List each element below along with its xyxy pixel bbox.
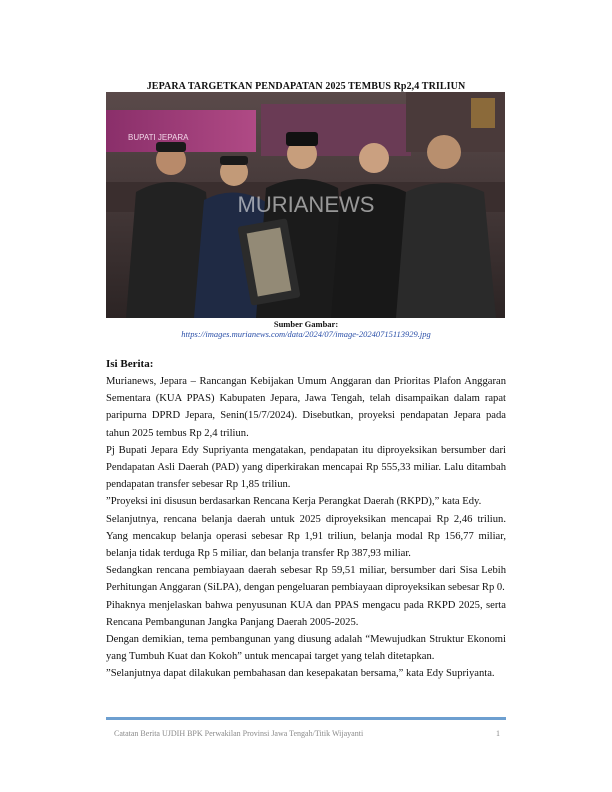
paragraph: ”Selanjutnya dapat dilakukan pembahasan dan kesepakatan bersama,” kata Edy Supriyanta. [106, 668, 495, 680]
backdrop-text: BUPATI JEPARA [128, 133, 189, 142]
paragraph: Sedangkan rencana pembiayaan daerah sebesar Rp 59,51 miliar, bersumber dari Sisa Lebih Perhitungan Anggaran (SiLPA), dengan pengeluaran pembiayaan diproyeksikan sebesar Rp 0. [106, 565, 506, 594]
article-body [106, 373, 506, 683]
paragraph: Dengan demikian, tema pembangunan yang diusung adalah “Mewujudkan Struktur Ekonomi yang Tumbuh Kuat dan Kokoh” untuk mencapai target yang telah ditetapkan. [106, 634, 506, 663]
section-heading: Isi Berita: [106, 358, 154, 370]
image-caption-label: Sumber Gambar: [273, 319, 339, 329]
footer-text: Catatan Berita UJDIH BPK Perwakilan Provinsi Jawa Tengah/Titik Wijayanti [114, 729, 364, 738]
news-photo [106, 92, 505, 318]
footer-divider [106, 717, 506, 720]
paragraph: Pj Bupati Jepara Edy Supriyanta mengatakan, pendapatan itu diproyeksikan bersumber dari Pendapatan Asli Daerah (PAD) yang diperkirakan mencapai Rp 555,33 miliar. Lalu ditambah pendapatan transfer sebesar Rp 1,85 triliun. [106, 444, 506, 491]
page-number: 1 [496, 729, 500, 738]
watermark-text: MURIANEWS [237, 192, 375, 217]
paragraph: ”Proyeksi ini disusun berdasarkan Rencana Kerja Perangkat Daerah (RKPD),” kata Edy. [106, 496, 482, 508]
paragraph: Pihaknya menjelaskan bahwa penyusunan KUA dan PPAS mengacu pada RKPD 2025, serta Rencana Pembangunan Jangka Panjang Daerah 2005-2025. [106, 599, 506, 628]
image-source-link[interactable]: https://images.murianews.com/data/2024/07/image-20240715113929.jpg [181, 329, 431, 339]
document-title: JEPARA TARGETKAN PENDAPATAN 2025 TEMBUS Rp2,4 TRILIUN [146, 81, 466, 92]
paragraph: Murianews, Jepara – Rancangan Kebijakan Umum Anggaran dan Prioritas Plafon Anggaran Sementara (KUA PPAS) Kabupaten Jepara, Jawa Tengah, telah disampaikan dalam rapat paripurna DPRD Jepara, Senin(15/7/2024). Disebutkan, proyeksi pendapatan Jepara pada tahun 2025 tembus Rp 2,4 triliun. [106, 376, 506, 439]
page-footer [114, 729, 500, 738]
paragraph: Selanjutnya, rencana belanja daerah untuk 2025 diproyeksikan mencapai Rp 2,46 triliun. Yang mencakup belanja operasi sebesar Rp 1,91 triliun, belanja modal Rp 156,77 miliar, belanja tidak terduga Rp 5 miliar, dan belanja transfer Rp 387,93 miliar. [106, 513, 506, 560]
